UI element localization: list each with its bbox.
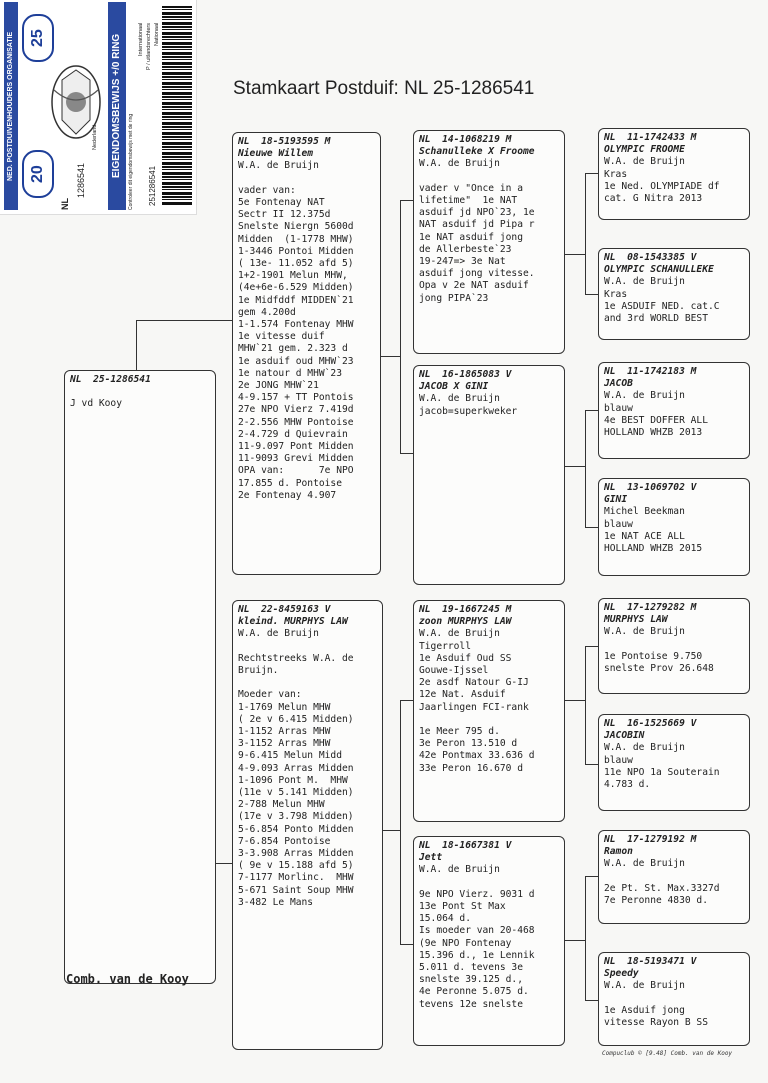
ring-number: NL 11-1742183 M <box>604 366 697 377</box>
sticker-ring-number: 1286541 <box>76 162 86 198</box>
pedigree-ssd <box>598 248 750 340</box>
ring-number: NL 17-1279282 M <box>604 602 697 613</box>
detail-line: (9e NPO Fontenay <box>419 937 512 949</box>
pigeon-name: OLYMPIC FROOME <box>604 144 685 156</box>
sticker-organisation: NED. POSTDUIVENHOUDERS ORGANISATIE <box>4 2 18 210</box>
detail-line: 4.783 d. <box>604 779 651 791</box>
detail-line: 12e Nat. Asduif <box>419 689 506 701</box>
pigeon-name: kleind. MURPHYS LAW <box>238 616 348 628</box>
connector-ds-mid <box>565 700 586 701</box>
pigeon-details <box>604 742 744 791</box>
detail-line: W.A. de Bruijn <box>419 158 500 170</box>
pigeon-details <box>604 276 744 325</box>
detail-line: 1-3446 Pontoi Midden <box>238 245 354 257</box>
ring-number: NL 22-8459163 V <box>238 604 331 615</box>
detail-line: and 3rd WORLD BEST <box>604 313 708 325</box>
detail-line: 13e Pont St Max <box>419 901 506 913</box>
pedigree-dam <box>232 600 383 1050</box>
pedigree-sss <box>598 128 750 220</box>
detail-line: 2e Fontenay 4.907 <box>238 489 337 501</box>
pedigree-subject <box>64 370 216 984</box>
connector-sd-mid <box>565 466 586 467</box>
sticker-option-national: Nationaal <box>154 22 160 46</box>
detail-line: ( 2e v 6.415 Midden) <box>238 713 354 725</box>
detail-line: W.A. de Bruijn <box>604 390 685 402</box>
sticker-year-top: 20 <box>22 150 54 198</box>
pigeon-name: zoon MURPHYS LAW <box>419 616 512 628</box>
pedigree-sire <box>232 132 381 575</box>
detail-line: 1e vitesse duif <box>238 331 325 343</box>
detail-line: 4e Peronne 5.075 d. <box>419 986 529 998</box>
connector-dd <box>400 944 413 945</box>
pedigree-sire-sire <box>413 130 565 354</box>
detail-line: 5.011 d. tevens 3e <box>419 962 523 974</box>
detail-line: W.A. de Bruijn <box>604 626 685 638</box>
detail-line <box>604 639 744 651</box>
detail-line: de Allerbeste`23 <box>419 243 512 255</box>
pigeon-details <box>238 160 375 502</box>
pedigree-dds <box>598 830 750 924</box>
detail-line: 5-671 Saint Soup MHW <box>238 884 354 896</box>
detail-line: ( 9e v 15.188 afd 5) <box>238 860 354 872</box>
detail-line: W.A. de Bruijn <box>238 160 319 172</box>
pedigree-sds <box>598 362 750 459</box>
pigeon-name: GINI <box>604 494 628 506</box>
detail-line: W.A. de Bruijn <box>604 742 685 754</box>
pedigree-sdd <box>598 478 750 576</box>
detail-line: W.A. de Bruijn <box>419 393 500 405</box>
connector-ds <box>400 700 413 701</box>
detail-line: 1-1096 Pont M. MHW <box>238 774 348 786</box>
detail-line: 1e Ned. OLYMPIADE df <box>604 180 720 192</box>
detail-line <box>238 677 377 689</box>
connector-sd <box>400 453 413 454</box>
detail-line: cat. G Nitra 2013 <box>604 193 703 205</box>
detail-line: snelste Prov 26.648 <box>604 663 714 675</box>
ring-number: NL 14-1068219 M <box>419 134 512 145</box>
detail-line: W.A. de Bruijn <box>604 980 685 992</box>
detail-line: W.A. de Bruijn <box>419 628 500 640</box>
detail-line: lifetime" 1e NAT <box>419 195 518 207</box>
pigeon-details <box>604 390 744 439</box>
detail-line: Kras <box>604 288 628 300</box>
detail-line: 33e Peron 16.670 d <box>419 762 523 774</box>
detail-line: W.A. de Bruijn <box>604 156 685 168</box>
connector-dsd <box>585 764 598 765</box>
connector-sire <box>136 320 233 321</box>
detail-line: Sectr II 12.375d <box>238 209 331 221</box>
detail-line: blauw <box>604 402 633 414</box>
pigeon-details <box>604 506 744 555</box>
detail-line: gem 4.200d <box>238 306 296 318</box>
detail-line: Opa v 2e NAT asduif <box>419 280 529 292</box>
pedigree-ddd <box>598 952 750 1046</box>
connector-sd-parents <box>585 410 586 528</box>
detail-line: 5-6.854 Ponto Midden <box>238 823 354 835</box>
detail-line: ( 13e- 11.052 afd 5) <box>238 258 354 270</box>
pigeon-name: Jett <box>419 852 443 864</box>
connector-ss <box>400 200 413 201</box>
ring-number: NL 16-1865083 V <box>419 369 512 380</box>
detail-line: W.A. de Bruijn <box>419 864 500 876</box>
sticker-year-bottom: 25 <box>22 14 54 62</box>
detail-line: (11e v 5.141 Midden) <box>238 787 354 799</box>
detail-line: MHW`21 gem. 2.323 d <box>238 343 348 355</box>
detail-line: Tigerroll <box>419 640 471 652</box>
connector-sss <box>585 173 598 174</box>
detail-line: NAT asduif jd Pipa r <box>419 219 535 231</box>
pigeon-details <box>604 626 744 675</box>
ring-number: NL 08-1543385 V <box>604 252 697 263</box>
barcode-icon <box>162 6 192 206</box>
detail-line: 1+2-1901 Melun MHW, <box>238 270 348 282</box>
detail-line <box>238 173 375 185</box>
ring-number: NL 16-1525669 V <box>604 718 697 729</box>
detail-line: tevens 12e snelste <box>419 998 523 1010</box>
detail-line: 11-9093 Grevi Midden <box>238 453 354 465</box>
pedigree-dam-dam <box>413 836 565 1046</box>
ring-number: NL 25-1286541 <box>70 374 151 385</box>
ring-number: NL 18-5193595 M <box>238 136 331 147</box>
detail-line: 3-3.908 Arras Midden <box>238 848 354 860</box>
detail-line: vader van: <box>238 184 296 196</box>
detail-line <box>419 877 559 889</box>
detail-line: Snelste Niergn 5600d <box>238 221 354 233</box>
detail-line: 11-9.097 Pont Midden <box>238 441 354 453</box>
connector-sdd <box>585 527 598 528</box>
owner: J vd Kooy <box>70 398 122 410</box>
pigeon-name: JACOB <box>604 378 633 390</box>
sticker-barcode-number: 251286541 <box>148 165 157 206</box>
page-title: Stamkaart Postduif: NL 25-1286541 <box>233 78 535 99</box>
detail-line: 5e Fontenay NAT <box>238 197 325 209</box>
detail-line: asduif jong vitesse. <box>419 268 535 280</box>
sticker-nederland: Nederland <box>92 124 98 150</box>
pigeon-details <box>604 980 744 1029</box>
ring-number: NL 11-1742433 M <box>604 132 697 143</box>
pigeon-name: Ramon <box>604 846 633 858</box>
detail-line: vitesse Rayon B SS <box>604 1017 708 1029</box>
detail-line: 7-6.854 Pontoise <box>238 835 331 847</box>
pigeon-name: OLYMPIC SCHANULLEKE <box>604 264 714 276</box>
detail-line: 4-9.157 + TT Pontois <box>238 392 354 404</box>
detail-line <box>604 993 744 1005</box>
pigeon-name: Speedy <box>604 968 639 980</box>
connector-sire-parents <box>400 200 401 454</box>
sticker-check-text: Controleer dit eigendomsbewijs met de ring <box>128 113 134 210</box>
connector-dam-parents <box>400 700 401 945</box>
pedigree-sire-dam <box>413 365 565 585</box>
connector-ss-mid <box>565 254 586 255</box>
connector-ss-parents <box>585 173 586 295</box>
detail-line: 1-1152 Arras MHW <box>238 726 331 738</box>
detail-line: blauw <box>604 518 633 530</box>
detail-line: 1e Midfddf MIDDEN`21 <box>238 294 354 306</box>
detail-line: 1e asduif oud MHW`23 <box>238 355 354 367</box>
connector-ds-parents <box>585 646 586 765</box>
detail-line: Rechtstreeks W.A. de <box>238 652 354 664</box>
pigeon-details <box>419 628 559 774</box>
pigeon-details <box>419 393 559 417</box>
detail-line: asduif jd NPO`23, 1e <box>419 207 535 219</box>
pigeon-name: JACOB X GINI <box>419 381 489 393</box>
detail-line: 2e JONG MHW`21 <box>238 380 319 392</box>
ownership-sticker <box>0 0 197 215</box>
detail-line: 1e Meer 795 d. <box>419 726 500 738</box>
connector-dds <box>585 876 598 877</box>
detail-line: W.A. de Bruijn <box>604 276 685 288</box>
sticker-option-international: Internationaal <box>138 22 144 56</box>
detail-line: 2e Pt. St. Max.3327d <box>604 882 720 894</box>
sticker-document-type: EIGENDOMSBEWIJS +/0 RING <box>108 2 126 210</box>
detail-line: (17e v 3.798 Midden) <box>238 811 354 823</box>
detail-line: 3e Peron 13.510 d <box>419 738 518 750</box>
connector-ssd <box>585 294 598 295</box>
detail-line: HOLLAND WHZB 2015 <box>604 543 703 555</box>
detail-line <box>238 641 377 653</box>
detail-line: OPA van: 7e NPO <box>238 465 354 477</box>
detail-line: W.A. de Bruijn <box>238 628 319 640</box>
detail-line: 1e Asduif jong <box>604 1004 685 1016</box>
detail-line: 2-2.556 MHW Pontoise <box>238 416 354 428</box>
pedigree-dss <box>598 598 750 694</box>
detail-line: 4e BEST DOFFER ALL <box>604 414 708 426</box>
footer-owner: Comb. van de Kooy <box>66 972 189 986</box>
pedigree-dam-sire <box>413 600 565 822</box>
connector-sire-mid <box>381 356 401 357</box>
detail-line <box>419 714 559 726</box>
pigeon-name: Schanulleke X Froome <box>419 146 535 158</box>
detail-line: 1-1.574 Fontenay MHW <box>238 319 354 331</box>
detail-line: 3-1152 Arras MHW <box>238 738 331 750</box>
detail-line: (4e+6e-6.529 Midden) <box>238 282 354 294</box>
ring-number: NL 19-1667245 M <box>419 604 512 615</box>
connector-dss <box>585 646 598 647</box>
detail-line: 2e asdf Natour G-IJ <box>419 677 529 689</box>
pedigree-dsd <box>598 714 750 811</box>
detail-line: W.A. de Bruijn <box>604 858 685 870</box>
detail-line: snelste 39.125 d., <box>419 974 523 986</box>
detail-line: 3-482 Le Mans <box>238 896 314 908</box>
detail-line: 15.064 d. <box>419 913 471 925</box>
detail-line: 9e NPO Vierz. 9031 d <box>419 888 535 900</box>
detail-line: 42e Pontmax 33.636 d <box>419 750 535 762</box>
pigeon-details <box>604 156 744 205</box>
detail-line: 1e Pontoise 9.750 <box>604 650 703 662</box>
detail-line: 9-6.415 Melun Midd <box>238 750 342 762</box>
ring-number: NL 13-1069702 V <box>604 482 697 493</box>
detail-line: HOLLAND WHZB 2013 <box>604 427 703 439</box>
detail-line: Moeder van: <box>238 689 302 701</box>
sticker-option-p: P / uitlandsrechters <box>146 23 152 70</box>
ring-number: NL 18-1667381 V <box>419 840 512 851</box>
pigeon-details <box>604 858 744 907</box>
detail-line: jacob=superkweker <box>419 405 518 417</box>
detail-line: 7-1177 Morlinc. MHW <box>238 872 354 884</box>
software-credit: Compuclub © [9.48] Comb. van de Kooy <box>602 1050 733 1057</box>
detail-line <box>419 171 559 183</box>
detail-line: 4-9.093 Arras Midden <box>238 762 354 774</box>
connector-dd-parents <box>585 876 586 1001</box>
detail-line: 11e NPO 1a Souterain <box>604 766 720 778</box>
detail-line: Kras <box>604 168 628 180</box>
detail-line: 2-788 Melun MHW <box>238 799 325 811</box>
connector-dd-mid <box>565 940 586 941</box>
detail-line: 2-4.729 d Quievrain <box>238 428 348 440</box>
detail-line: 19-247=> 3e Nat <box>419 256 506 268</box>
detail-line: jong PIPA`23 <box>419 292 489 304</box>
detail-line: 1e ASDUIF NED. cat.C <box>604 300 720 312</box>
detail-line: Michel Beekman <box>604 506 685 518</box>
detail-line: Bruijn. <box>238 665 279 677</box>
pigeon-name: JACOBIN <box>604 730 645 742</box>
pigeon-details <box>238 628 377 909</box>
detail-line: vader v "Once in a <box>419 182 523 194</box>
detail-line: 1-1769 Melun MHW <box>238 701 331 713</box>
ring-number: NL 17-1279192 M <box>604 834 697 845</box>
detail-line: 1e natour d MHW`23 <box>238 367 342 379</box>
detail-line: 17.855 d. Pontoise <box>238 477 342 489</box>
pigeon-details <box>419 158 559 304</box>
detail-line <box>604 871 744 883</box>
connector-dam-mid <box>383 830 401 831</box>
sticker-country: NL <box>60 198 70 210</box>
detail-line: 15.396 d., 1e Lennik <box>419 949 535 961</box>
detail-line: Gouwe-Ijssel <box>419 665 489 677</box>
ring-number: NL 18-5193471 V <box>604 956 697 967</box>
detail-line: blauw <box>604 754 633 766</box>
detail-line: Jaarlingen FCI-rank <box>419 701 529 713</box>
detail-line: 7e Peronne 4830 d. <box>604 895 708 907</box>
detail-line: 27e NPO Vierz 7.419d <box>238 404 354 416</box>
detail-line: Midden (1-1778 MHW) <box>238 233 354 245</box>
pigeon-details <box>419 864 559 1010</box>
connector-ddd <box>585 1000 598 1001</box>
detail-line: Is moeder van 20-468 <box>419 925 535 937</box>
pigeon-name: Nieuwe Willem <box>238 148 314 160</box>
detail-line: 1e NAT ACE ALL <box>604 530 685 542</box>
detail-line: 1e Asduif Oud SS <box>419 652 512 664</box>
detail-line: 1e NAT asduif jong <box>419 231 523 243</box>
connector-sds <box>585 410 598 411</box>
pigeon-name: MURPHYS LAW <box>604 614 668 626</box>
